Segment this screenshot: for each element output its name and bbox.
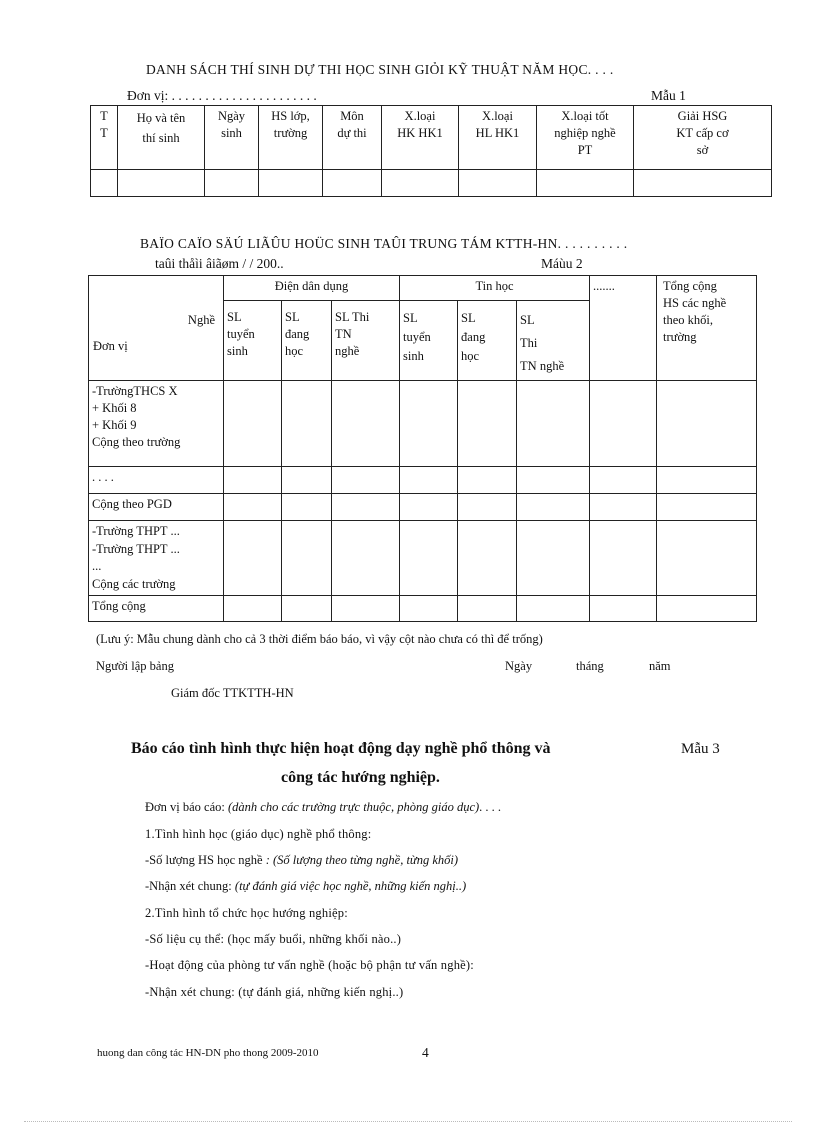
mau3-form-no: Mẫu 3 <box>681 741 720 757</box>
mau3-item1a <box>145 853 458 868</box>
mau1-header-graduation: X.loại tốt nghiệp nghề PT <box>537 106 634 170</box>
mau2-g2-col1: SL tuyển sinh <box>400 301 458 381</box>
mau1-table <box>90 105 772 197</box>
mau2-group-informatics: Tin học <box>400 276 590 301</box>
mau3-item1a-prefix: -Số lượng HS học nghề <box>145 853 266 867</box>
footer-text: huong dan công tác HN-DN pho thong 2009-2010 <box>97 1047 319 1059</box>
mau2-g1-col1: SL tuyển sinh <box>224 301 282 381</box>
mau2-g1-col2: SL đang học <box>282 301 332 381</box>
mau2-corner-cell <box>89 276 224 381</box>
mau2-corner-top: Nghề <box>187 313 215 327</box>
page-bottom-divider <box>24 1121 792 1122</box>
mau3-unit-prefix: Đơn vị báo cáo: <box>145 800 228 814</box>
mau3-unit-suffix: . . . . <box>479 800 502 814</box>
mau2-director: Giám đốc TTKTTH-HN <box>171 686 294 700</box>
table-row <box>89 596 757 622</box>
mau2-signer-left: Người lập bảng <box>96 659 174 673</box>
mau1-title: DANH SÁCH THÍ SINH DỰ THI HỌC SINH GIỎI KỸ THUẬT NĂM HỌC. . . . <box>146 62 614 77</box>
mau2-group-electric: Điện dân dụng <box>224 276 400 301</box>
mau2-row-label: Tổng cộng <box>89 596 224 622</box>
table-row <box>91 170 772 197</box>
mau3-item1b-prefix: -Nhận xét chung: <box>145 879 235 893</box>
mau2-g2-col3: SL Thi TN nghề <box>517 301 590 381</box>
mau3-item1b-italic: (tự đánh giá việc học nghề, những kiến nghị..) <box>234 879 467 893</box>
mau1-header-award: Giải HSG KT cấp cơ sở <box>634 106 772 170</box>
mau1-header-dob: Ngày sinh <box>205 106 259 170</box>
mau3-unit-line <box>145 800 501 815</box>
mau2-total-header: Tổng cộng HS các nghề theo khối, trường <box>657 276 757 381</box>
table-row <box>89 467 757 494</box>
mau2-title: BAÏO CAÏO SÄÚ LIÃÛU HOÜC SINH TAÛI TRUNG TÁM KTTH-HN. . . . . . . . . . <box>140 236 628 251</box>
mau3-item2a: -Số liệu cụ thể: (học mấy buổi, những khối nào..) <box>145 932 402 946</box>
mau3-item1b <box>145 879 466 894</box>
mau3-title-line2: công tác hướng nghiệp. <box>281 769 440 786</box>
mau1-header-academic: X.loại HL HK1 <box>459 106 537 170</box>
mau2-note: (Lưu ý: Mẫu chung dành cho cả 3 thời điểm báo báo, vì vậy cột nào chưa có thì để trống) <box>96 632 543 646</box>
mau1-header-class: HS lớp, trường <box>259 106 323 170</box>
mau1-header-subject: Môn dự thi <box>323 106 382 170</box>
mau1-header-conduct: X.loại HK HK1 <box>382 106 459 170</box>
mau2-g1-col3: SL Thi TN nghề <box>332 301 400 381</box>
mau2-date-ngay: Ngày <box>505 659 533 673</box>
mau2-date-nam: năm <box>649 659 671 673</box>
mau1-header-tt: T T <box>91 106 118 170</box>
mau3-unit-italic: (dành cho các trường trực thuộc, phòng giáo dục) <box>227 800 480 814</box>
mau2-corner-bottom: Đơn vị <box>93 339 128 353</box>
mau2-date-thang: tháng <box>576 659 604 673</box>
mau3-item1a-italic: : (Số lượng theo từng nghề, từng khối) <box>265 853 459 867</box>
mau2-table <box>88 275 757 622</box>
mau2-row-label: -TrườngTHCS X + Khối 8 + Khối 9 Cộng theo trường <box>89 381 224 467</box>
mau3-item2b: -Hoạt động của phòng tư vấn nghề (hoặc bộ phận tư vấn nghề): <box>145 958 474 972</box>
table-row <box>89 381 757 467</box>
mau3-title-line1: Báo cáo tình hình thực hiện hoạt động dạy nghề phổ thông và <box>131 740 551 757</box>
mau2-row-label: . . . . <box>89 467 224 494</box>
mau2-g2-col2: SL đang học <box>458 301 517 381</box>
mau2-row-label: -Trường THPT ... -Trường THPT ... ... Cộng các trường <box>89 521 224 596</box>
table-row <box>89 494 757 521</box>
mau2-group-other: ....... <box>590 276 657 381</box>
mau1-unit-label: Đơn vị: . . . . . . . . . . . . . . . . . . . . . . <box>127 88 317 103</box>
mau3-item2c: -Nhận xét chung: (tự đánh giá, những kiến nghị..) <box>145 985 404 999</box>
mau1-form-no: Mẫu 1 <box>651 88 686 103</box>
mau3-item2: 2.Tình hình tổ chức học hướng nghiệp: <box>145 906 348 920</box>
mau2-form-no: Máùu 2 <box>541 256 583 271</box>
table-row <box>89 521 757 596</box>
mau2-date-line: taûi thåìi âiãøm / / 200.. <box>155 256 284 271</box>
mau2-row-label: Cộng theo PGD <box>89 494 224 521</box>
mau1-header-name: Họ và tên thí sinh <box>118 106 205 170</box>
page-number: 4 <box>422 1045 429 1060</box>
mau3-item1: 1.Tình hình học (giáo dục) nghề phổ thông: <box>145 827 372 841</box>
